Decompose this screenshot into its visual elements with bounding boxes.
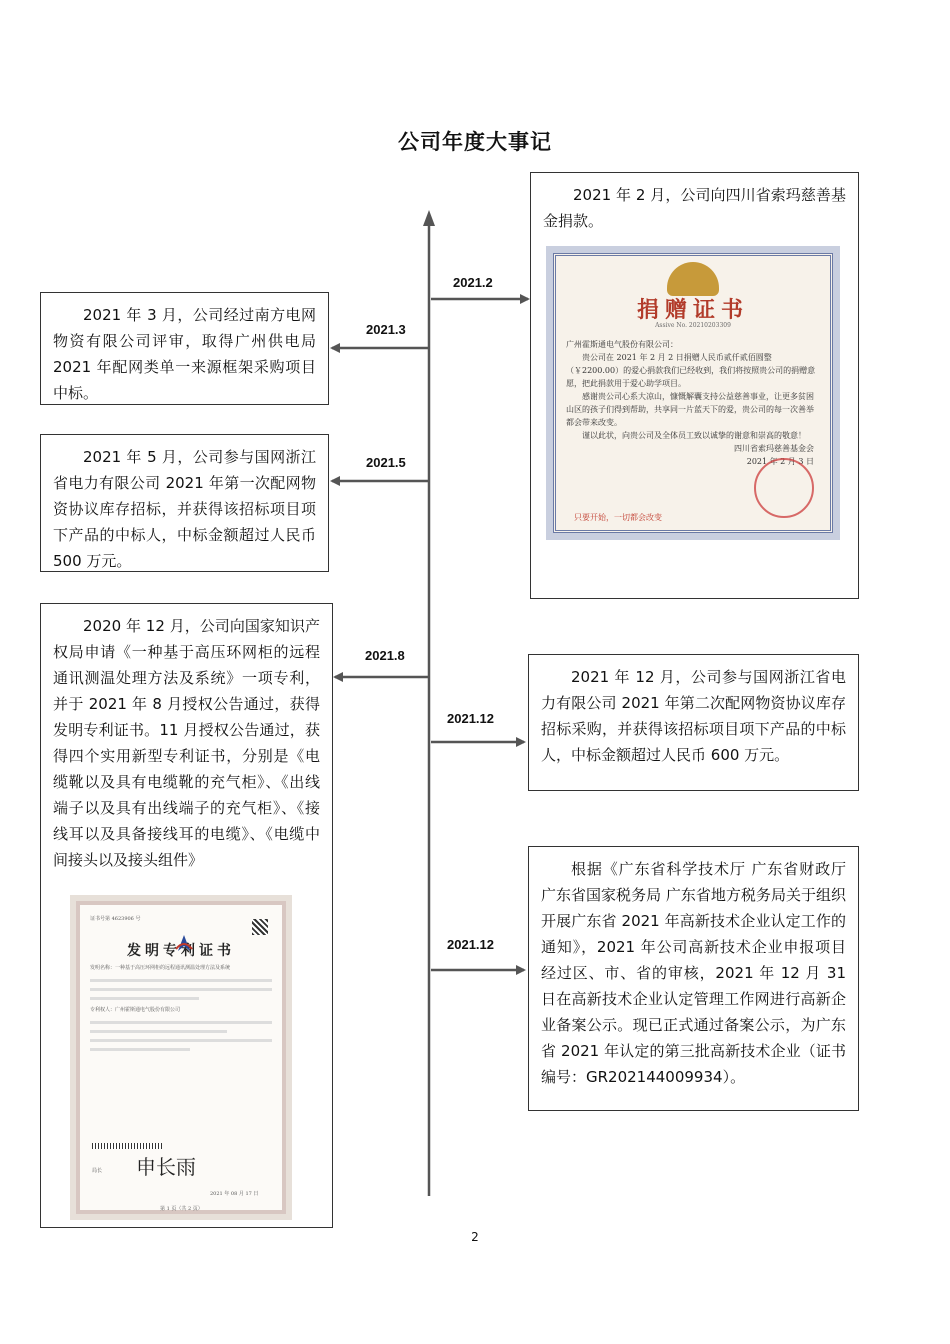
event-box-2021-3	[40, 292, 329, 405]
timeline-arrowhead	[423, 210, 435, 226]
page-title: 公司年度大事记	[398, 130, 552, 154]
patent-signature: 申长雨	[136, 1155, 196, 1179]
certificate-motto: 只要开始，一切都会改变	[574, 513, 662, 522]
certificate-body: 感谢贵公司心系大凉山，慷慨解囊支持公益慈善事业，让更多贫困山区的孩子们得到帮助，共享同一片蓝天下的爱，贵公司的每一次善举都会带来改变。	[566, 392, 814, 427]
cnipa-logo-icon	[172, 933, 196, 953]
page-number: 2	[471, 1230, 479, 1244]
donation-certificate-image	[546, 246, 840, 540]
event-box-2021-12-b	[528, 846, 859, 1111]
event-text: 2021 年 5 月，公司参与国网浙江省电力有限公司 2021 年第一次配网物资协议库存招标，并获得该招标项目项下产品的中标人，中标金额超过人民币 500 万元。	[53, 448, 316, 570]
patent-role-label: 局长	[92, 1168, 103, 1174]
patent-invention-name: 发明名称：一种基于高压环网柜的远程通讯测温处理方法及系统	[90, 965, 231, 971]
patent-footer: 第 1 页（共 2 页）	[160, 1206, 203, 1212]
certificate-body: 谨以此状，向贵公司及全体员工致以诚挚的谢意和崇高的敬意！	[582, 431, 806, 440]
date-label: 2021.12	[447, 937, 494, 952]
foundation-emblem-icon	[667, 262, 719, 296]
patent-certificate-image	[70, 895, 292, 1220]
patent-title: 发明专利证书	[127, 943, 235, 959]
certificate-recipient: 广州霍斯通电气股份有限公司：	[566, 340, 678, 349]
patent-number: 证书号第 4623906 号	[90, 916, 141, 922]
patent-patentee: 专利权人：广州霍斯通电气股份有限公司	[90, 1007, 181, 1013]
date-label: 2021.3	[366, 322, 406, 337]
date-label: 2021.8	[365, 648, 405, 663]
red-seal-icon	[754, 458, 814, 518]
event-text: 2020 年 12 月，公司向国家知识产权局申请《一种基于高压环网柜的远程通讯测温处理方法及系统》一项专利，并于 2021 年 8 月授权公告通过，获得发明专利证书。11 月授权公告通过，获得四个实用新型专利证书，分别是《电缆靴以及具有电缆靴的充气柜》、《出线端子以及具有出线端子的充气柜》、《接线耳以及具备接线耳的电缆》、《电缆中间接头以及接头组件》	[53, 617, 320, 869]
event-text: 2021 年 2 月，公司向四川省索玛慈善基金捐款。	[543, 186, 846, 230]
date-label: 2021.12	[447, 711, 494, 726]
date-label: 2021.2	[453, 275, 493, 290]
certificate-signer: 四川省索玛慈善基金会	[734, 444, 814, 453]
event-box-2021-12-a	[528, 654, 859, 791]
certificate-number: Assive No. 20210203309	[655, 322, 731, 329]
certificate-date: 2021 年 2 月 3 日	[746, 457, 814, 466]
event-text: 2021 年 3 月，公司经过南方电网物资有限公司评审，取得广州供电局 2021 年配网类单一来源框架采购项目中标。	[53, 306, 316, 402]
event-box-2021-5	[40, 434, 329, 572]
certificate-title: 捐赠证书	[636, 297, 749, 323]
certificate-body: 贵公司在 2021 年 2 月 2 日捐赠人民币贰仟贰佰圆整（￥2200.00）的爱心捐款我们已经收到，我们将按照贵公司的捐赠意愿，把此捐款用于爱心助学项目。	[566, 353, 816, 388]
patent-date: 2021 年 08 月 17 日	[210, 1191, 259, 1197]
date-label: 2021.5	[366, 455, 406, 470]
qr-code-icon	[252, 919, 268, 935]
event-text: 2021 年 12 月，公司参与国网浙江省电力有限公司 2021 年第二次配网物资协议库存招标采购，并获得该招标项目项下产品的中标人，中标金额超过人民币 600 万元。	[541, 668, 846, 764]
barcode-icon	[92, 1143, 162, 1149]
event-text: 根据《广东省科学技术厅 广东省财政厅 广东省国家税务局 广东省地方税务局关于组织开展广东省 2021 年高新技术企业认定工作的通知》，2021 年公司高新技术企业申报项目经过区、市、省的审核，2021 年 12 月 31 日在高新技术企业认定管理工作网进行高新企业备案公示。现已正式通过备案公示，为广东省 2021 年认定的第三批高新技术企业（证书编号：GR202144009934）。	[541, 860, 846, 1086]
